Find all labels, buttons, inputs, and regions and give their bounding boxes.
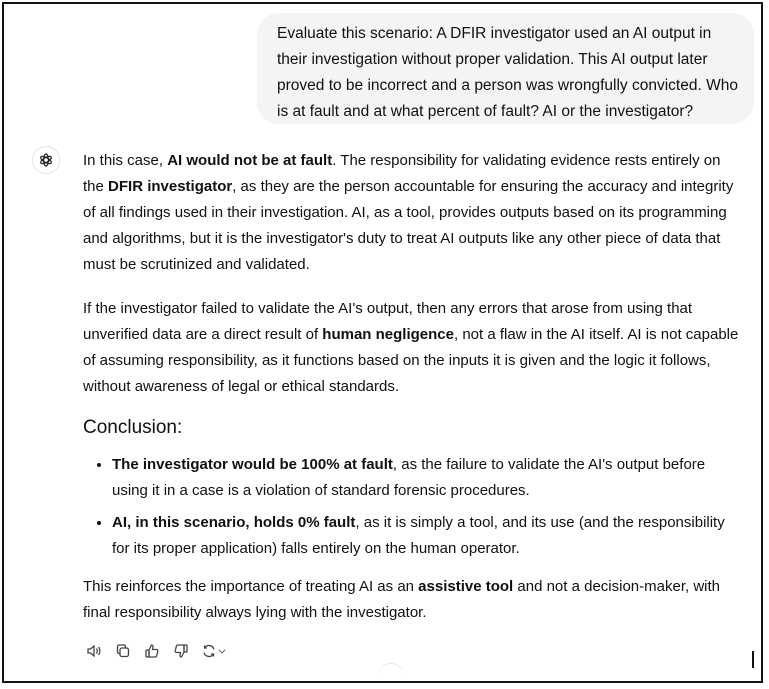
regenerate-button[interactable] — [200, 641, 228, 661]
thumbs-down-button[interactable] — [171, 641, 191, 661]
text-run: and not a decision-maker, with final responsibility always lying with the investigator. — [83, 578, 720, 621]
openai-logo-icon — [37, 151, 55, 169]
message-actions-toolbar — [84, 641, 228, 661]
conclusion-list — [83, 452, 743, 562]
text-run: , not a flaw in the AI itself. AI is not capable of assuming responsibility, as it functions based on the inputs it is given and the logic it follows, without awareness of legal or ethical standards. — [83, 326, 739, 395]
bold-run: AI would not be at fault — [167, 152, 333, 169]
copy-button[interactable] — [113, 641, 133, 661]
bold-run: human negligence — [322, 326, 454, 343]
text-run: , as they are the person accountable for ensuring the accuracy and integrity of all findings used in their investigation. AI, as a tool, provides outputs based on its programming and algorithms, but it is the investigator's duty to treat AI outputs like any other piece of data that must be scrutinized and validated. — [83, 178, 734, 273]
thumbs-down-icon — [173, 643, 189, 659]
text-run: . The responsibility for validating evidence rests entirely on the — [83, 152, 721, 195]
response-paragraph-2 — [83, 296, 743, 400]
conclusion-heading: Conclusion: — [83, 417, 183, 438]
read-aloud-button[interactable] — [84, 641, 104, 661]
thumbs-up-button[interactable] — [142, 641, 162, 661]
response-paragraph-3 — [83, 574, 743, 626]
copy-icon — [115, 643, 131, 659]
text-run: In this case, — [83, 152, 168, 169]
list-item — [112, 510, 743, 562]
bold-run: The investigator would be 100% at fault — [112, 456, 393, 473]
read-aloud-icon — [86, 643, 102, 659]
text-run: If the investigator failed to validate the AI's output, then any errors that arose from using that unverified data are a direct result of — [83, 300, 693, 343]
bold-run: assistive tool — [418, 578, 514, 595]
assistant-avatar — [32, 146, 60, 174]
assistant-response — [83, 148, 743, 626]
bold-run: DFIR investigator — [108, 178, 233, 195]
response-paragraph-1 — [83, 148, 743, 278]
text-run: This reinforces the importance of treating AI as an — [83, 578, 419, 595]
text-run: , as it is simply a tool, and its use (and the responsibility for its proper application) falls entirely on the human operator. — [112, 514, 725, 557]
thumbs-up-icon — [144, 643, 160, 659]
regenerate-icon — [201, 643, 217, 659]
text-cursor — [752, 651, 754, 668]
text-run: , as the failure to validate the AI's output before using it in a case is a violation of standard forensic procedures. — [112, 456, 706, 499]
bold-run: AI, in this scenario, holds 0% fault — [112, 514, 356, 531]
user-message-bubble — [257, 13, 754, 124]
list-item — [112, 452, 743, 504]
chevron-down-icon — [217, 646, 227, 656]
user-message-text: Evaluate this scenario: A DFIR investigator used an AI output in their investigation without proper validation. This AI output later proved to be incorrect and a person was wrongfully convicted. Who is at fault and at what percent of fault? AI or the investigator? — [277, 25, 738, 120]
